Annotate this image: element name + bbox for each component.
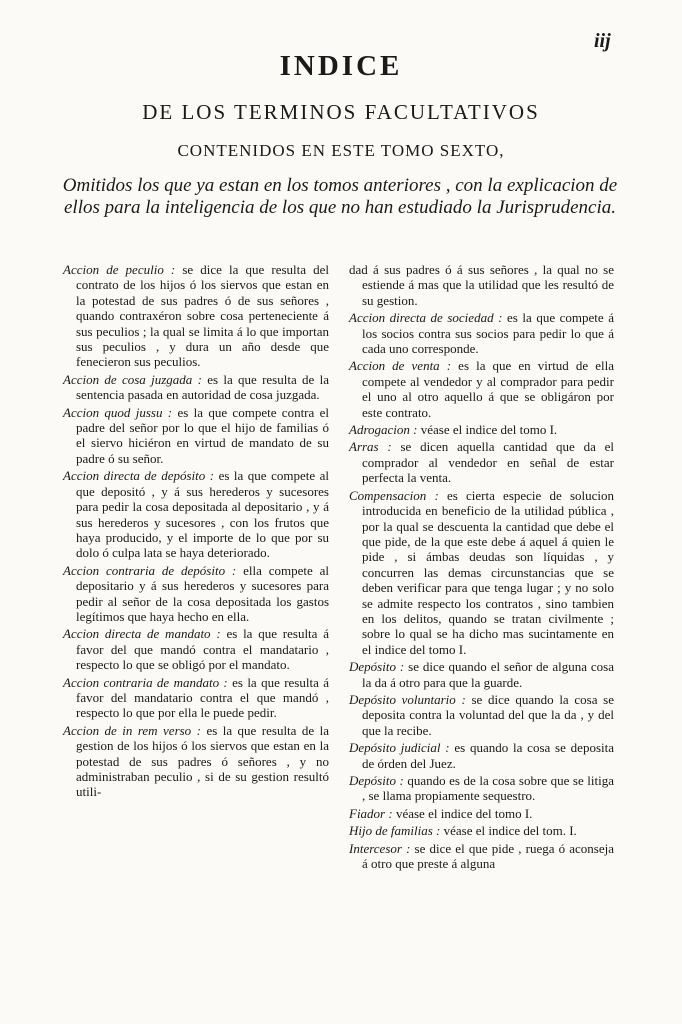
entry-definition: es cierta especie de solucion introducida en beneficio de la utilidad pública , por la qual se descuenta la cantidad que debe el que pide, de la que este debe á aquel á quien le pide , si ámbas deudas son líquidas , y concurren las demas circunstancias que se deben verificar para que tenga lugar ; y no solo se admite respecto los contratos , sino tambien en los delitos, quando se tratan civilmente ; sobre lo qual se ha dicho mas sucintamente en el indice del tomo I. [362,487,614,657]
entry-term: Accion directa de depósito : [63,468,215,484]
entry-term: Adrogacion : [349,422,418,438]
index-entry [63,563,329,625]
entry-definition: véase el indice del tomo I. [417,422,558,438]
index-entry [349,439,614,485]
index-entry [349,488,614,657]
entry-definition: véase el indice del tomo I. [392,805,533,821]
index-entry [63,723,329,800]
index-entry [349,841,614,872]
entry-term: Accion de peculio : [63,262,176,277]
index-entry [63,675,329,721]
entry-definition: quando es de la cosa sobre que se litiga , se llama propiamente sequestro. [362,773,614,804]
index-entry [63,405,329,467]
entry-term: Accion directa de sociedad : [349,310,503,326]
entry-definition: es quando la cosa se deposita de órden del Juez. [362,740,614,771]
entry-term: Accion quod jussu : [63,404,173,420]
right-column [349,262,614,873]
entry-term: Depósito : [349,659,405,675]
entry-term: Accion contraria de mandato : [63,674,228,690]
entry-definition: véase el indice del tom. I. [440,823,577,839]
entry-definition: es la que compete al que depositó , y á sus herederos y sucesores para pedir la cosa depositada al depositario , y á sus herederos y sucesores , con los frutos que haya producido, y el importe de lo que por su dolo ó culpa lata se haya deteriorado. [76,468,329,561]
entry-definition: dad á sus padres ó á sus señores , la qual no se estiende á mas que la utilidad que les resultó de su gestion. [349,262,614,308]
entry-definition: se dice la que resulta del contrato de los hijos ó los siervos que estan en la potestad de sus padres ó de sus señores , quando contraxéron sobre cosa perteneciente á sus peculios ; la qual se limita á lo que importan sus peculios , y dura un año desde que fenecieron sus peculios. [76,262,329,370]
page-title: INDICE [279,50,403,82]
entry-definition: es la que compete contra el padre del señor por lo que el hijo de familias ó el siervo hiciéron en virtud de mandato de su padre ó su señor. [76,404,329,466]
intro-paragraph: Omitidos los que ya estan en los tomos anteriores , con la explicacion de ellos para la inteligencia de los que no han estudiado la Jurisprudencia. [62,175,618,218]
index-entry [63,626,329,672]
index-entry [63,262,329,370]
entry-definition: es la que resulta á favor del mandatario contra el que mandó , respecto lo que por ella le puede pedir. [76,674,329,721]
entry-definition: se dicen aquella cantidad que da el comprador al vendedor en señal de estar perfecta la venta. [362,439,614,486]
index-entry [349,659,614,690]
entry-definition: se dice quando la cosa se deposita contra la voluntad del que la da , y del que la recibe. [362,691,614,738]
entry-term: Intercesor : [349,840,411,856]
entry-definition: ella compete al depositario y á sus herederos y sucesores para pedir al señor de la cosa depositada los gastos legítimos que haya hecho en ella. [76,562,329,624]
entry-definition: es la que resulta á favor del que mandó contra el mandatario , respecto lo que se obligó por el mandato. [76,626,329,673]
left-column [63,262,329,802]
index-entry [349,692,614,738]
index-entry [349,773,614,804]
entry-term: Arras : [349,439,392,455]
page-subtitle: DE LOS TERMINOS FACULTATIVOS [142,100,540,124]
index-entry [63,468,329,560]
entry-term: Accion de in rem verso : [63,722,201,738]
entry-term: Fiador : [349,805,393,821]
entry-term: Depósito judicial : [349,740,450,756]
index-entry-continuation [349,262,614,308]
entry-definition: se dice el que pide , ruega ó aconseja á otro que preste á alguna [362,840,615,872]
index-entry [349,806,614,821]
page-subtitle-secondary: CONTENIDOS EN ESTE TOMO SEXTO, [177,141,505,160]
entry-term: Accion de cosa juzgada : [63,371,202,387]
entry-definition: se dice quando el señor de alguna cosa la da á otro para que la guarde. [362,659,615,690]
index-entry [349,358,614,420]
entry-definition: es la que compete á los socios contra sus socios para pedir lo que á cada uno corresponde. [362,310,614,357]
entry-term: Depósito voluntario : [349,691,466,707]
index-entry [349,740,614,771]
entry-term: Compensacion : [349,487,439,503]
index-entry [349,422,614,437]
entry-term: Accion contraria de depósito : [63,562,237,578]
page-number: iij [594,30,611,52]
entry-definition: es la que resulta de la gestion de los hijos ó los siervos que estan en la potestad de sus padres ó señores , y no administraban peculio , si de su gestion resultó utili- [76,722,329,800]
index-entry [63,372,329,403]
entry-term: Hijo de familias : [349,823,441,839]
entry-definition: es la que en virtud de ella compete al vendedor y al comprador para pedir el uno al otro aquello á que se obligáron por este contrato. [362,358,614,420]
entry-term: Accion de venta : [349,358,452,374]
entry-term: Accion directa de mandato : [63,626,221,642]
entry-definition: es la que resulta de la sentencia pasada en autoridad de cosa juzgada. [76,371,329,403]
index-entry [349,310,614,356]
entry-term: Depósito : [349,773,404,788]
index-entry [349,823,614,838]
